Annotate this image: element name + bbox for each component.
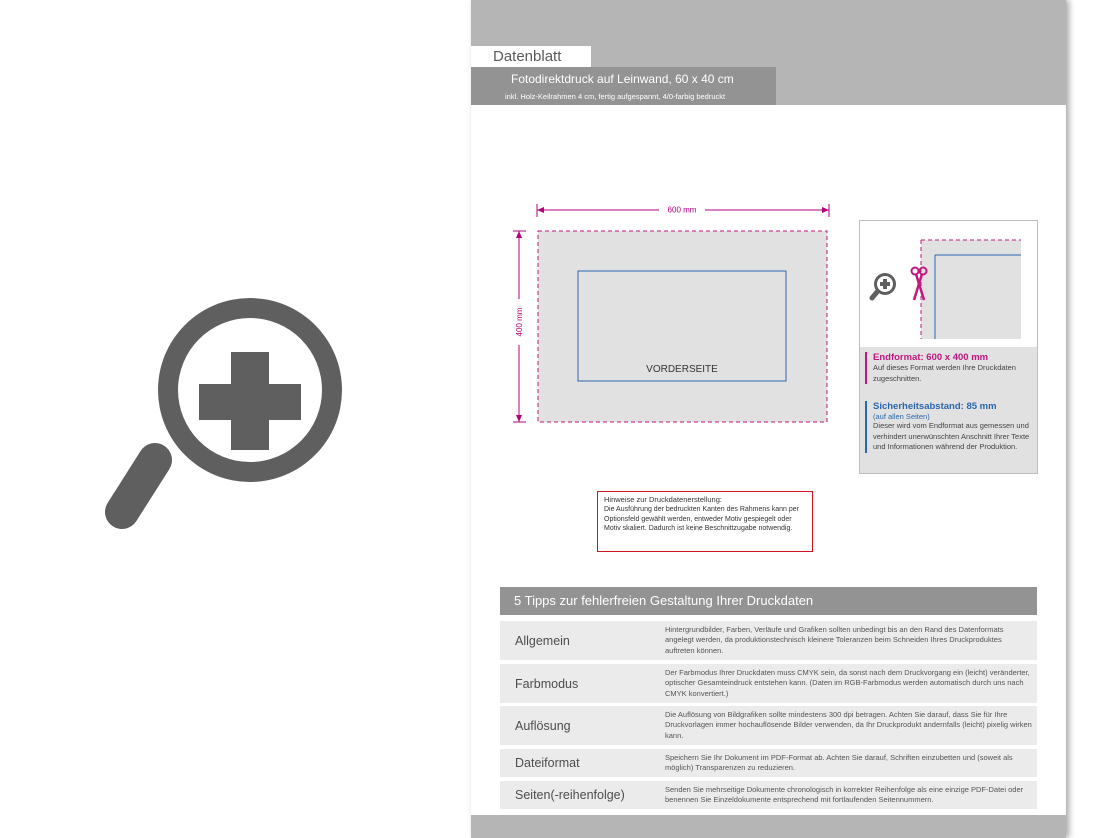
endformat-title: Endformat: 600 x 400 mm bbox=[873, 352, 989, 363]
safety-title: Sicherheitsabstand: 85 mm bbox=[873, 401, 997, 412]
datasheet-tab: Datenblatt bbox=[471, 46, 591, 67]
tip-label: Auflösung bbox=[515, 718, 571, 733]
legend-text bbox=[860, 347, 1037, 473]
endformat-text: Auf dieses Format werden Ihre Druckdaten zugeschnitten. bbox=[873, 363, 1016, 383]
hint-body: Die Ausführung der bedruckten Kanten des Rahmens kann per Optionsfeld gewählt werden, entweder Motiv gespiegelt oder Motiv skaliert. Dadurch ist keine Beschnittzugabe notwendig. bbox=[604, 506, 799, 533]
tip-text: Die Auflösung von Bildgrafiken sollte mindestens 300 dpi betragen. Achten Sie darauf, dass Sie für Ihre Druckvorlagen immer hochauflösende Bilder verwenden, da Ihr Druckprodukt andernfalls (leicht) pixelig wirken kann. bbox=[665, 709, 1032, 740]
product-subtitle: inkl. Holz-Keilrahmen 4 cm, fertig aufgespannt, 4/0-farbig bedruckt bbox=[505, 92, 726, 101]
tip-row-dateiformat bbox=[500, 749, 1037, 777]
print-hint-box bbox=[597, 491, 813, 552]
tip-row-allgemein bbox=[500, 621, 1037, 660]
width-label: 600 mm bbox=[667, 205, 697, 215]
zoom-in-icon bbox=[872, 273, 896, 298]
endformat-block bbox=[865, 352, 1041, 384]
tip-row-seiten bbox=[500, 781, 1037, 809]
tip-row-aufloesung bbox=[500, 706, 1037, 745]
zoom-in-icon[interactable] bbox=[100, 290, 360, 550]
tip-label: Seiten(-reihenfolge) bbox=[515, 788, 625, 802]
safety-block bbox=[865, 401, 1041, 453]
tip-label: Farbmodus bbox=[515, 676, 579, 691]
tip-text: Hintergrundbilder, Farben, Verläufe und Grafiken sollten unbedingt bis an den Rand des Datenformats angelegt werden, da produktionstechnisch kleinere Toleranzen beim Schneiden Ihres Druckproduktes auftreten können. bbox=[665, 624, 1004, 655]
product-band bbox=[471, 67, 776, 105]
tip-row-farbmodus bbox=[500, 664, 1037, 703]
tip-label: Allgemein bbox=[515, 633, 570, 648]
tip-text: Senden Sie mehrseitige Dokumente chronologisch in korrekter Reihenfolge als eine einzige PDF-Datei oder benennen Sie Einzeldokumente entsprechend mit fortlaufenden Seitennummern. bbox=[665, 784, 1024, 804]
end-format-area bbox=[538, 231, 827, 422]
front-side-label: VORDERSEITE bbox=[646, 364, 718, 375]
tip-label: Dateiformat bbox=[515, 756, 580, 770]
tip-text: Speichern Sie Ihr Dokument im PDF-Format ab. Achten Sie darauf, Schriften einzubetten und (soweit als möglich) Transparenzen zu reduzieren. bbox=[665, 752, 1013, 772]
hint-title: Hinweise zur Druckdatenerstellung: bbox=[604, 495, 722, 504]
footer-band bbox=[471, 815, 1066, 838]
legend-box bbox=[859, 220, 1038, 474]
height-label: 400 mm bbox=[515, 307, 524, 337]
product-title: Fotodirektdruck auf Leinwand, 60 x 40 cm bbox=[511, 72, 734, 86]
tips-heading: 5 Tipps zur fehlerfreien Gestaltung Ihrer Druckdaten bbox=[500, 587, 1037, 615]
safety-subtitle: (auf allen Seiten) bbox=[873, 412, 930, 421]
tip-text: Der Farbmodus Ihrer Druckdaten muss CMYK sein, da sonst nach dem Druckvorgang ein (leicht) veränderter, optischer Gesamteindruck entstehen kann. (Daten im RGB-Farbmodus werden automatisch durch uns nach CMYK konvertiert.) bbox=[665, 667, 1030, 698]
safety-text: Dieser wird vom Endformat aus gemessen und verhindert unerwünschten Anschnitt Ihrer Texte und Informationen während der Produktion. bbox=[873, 421, 1030, 451]
datasheet-page bbox=[471, 0, 1066, 838]
